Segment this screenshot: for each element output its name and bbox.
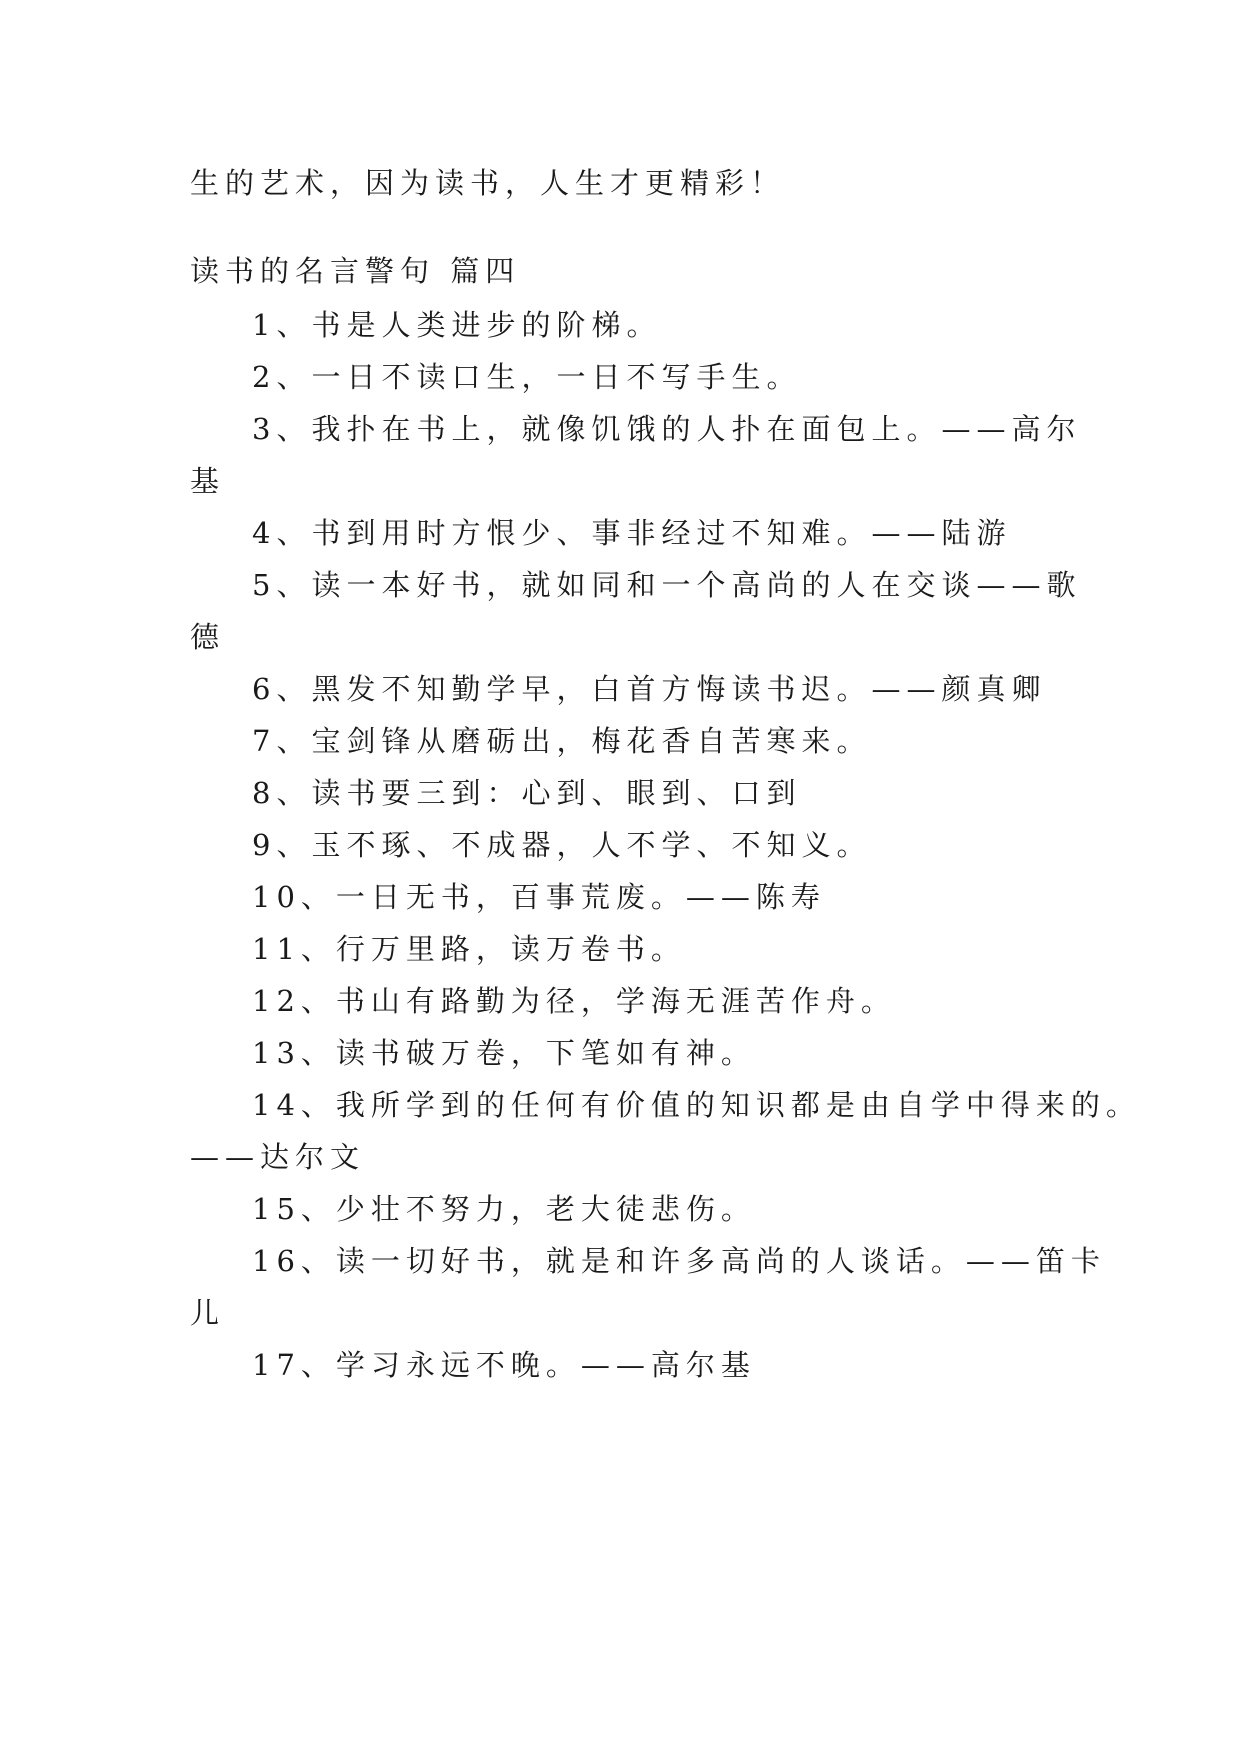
quote-13: 13、读书破万卷，下笔如有神。 [252, 1036, 756, 1070]
quote-16: 16、读一切好书，就是和许多高尚的人谈话。——笛卡 [252, 1244, 1106, 1278]
quote-10: 10、一日无书，百事荒废。——陈寿 [252, 880, 826, 914]
section-title: 读书的名言警句 篇四 [190, 254, 521, 288]
quote-17: 17、学习永远不晚。——高尔基 [252, 1348, 756, 1382]
quote-8: 8、读书要三到：心到、眼到、口到 [252, 776, 802, 810]
quote-9: 9、玉不琢、不成器，人不学、不知义。 [252, 828, 872, 862]
intro-continuation: 生的艺术，因为读书，人生才更精彩！ [190, 166, 786, 200]
quote-6: 6、黑发不知勤学早，白首方悔读书迟。——颜真卿 [252, 672, 1047, 706]
quote-16-wrap: 儿 [190, 1296, 226, 1330]
quote-4: 4、书到用时方恨少、事非经过不知难。——陆游 [252, 516, 1012, 550]
quote-14-wrap: ——达尔文 [190, 1140, 366, 1174]
quote-7: 7、宝剑锋从磨砺出，梅花香自苦寒来。 [252, 724, 872, 758]
quote-2: 2、一日不读口生，一日不写手生。 [252, 360, 802, 394]
quote-11: 11、行万里路，读万卷书。 [252, 932, 686, 966]
quote-3-wrap: 基 [190, 464, 226, 498]
quote-14: 14、我所学到的任何有价值的知识都是由自学中得来的。 [252, 1088, 1141, 1122]
quote-5: 5、读一本好书，就如同和一个高尚的人在交谈——歌 [252, 568, 1082, 602]
quote-15: 15、少壮不努力，老大徒悲伤。 [252, 1192, 756, 1226]
quote-12: 12、书山有路勤为径，学海无涯苦作舟。 [252, 984, 896, 1018]
quote-5-wrap: 德 [190, 620, 226, 654]
quote-3: 3、我扑在书上，就像饥饿的人扑在面包上。——高尔 [252, 412, 1082, 446]
quote-1: 1、书是人类进步的阶梯。 [252, 308, 662, 342]
